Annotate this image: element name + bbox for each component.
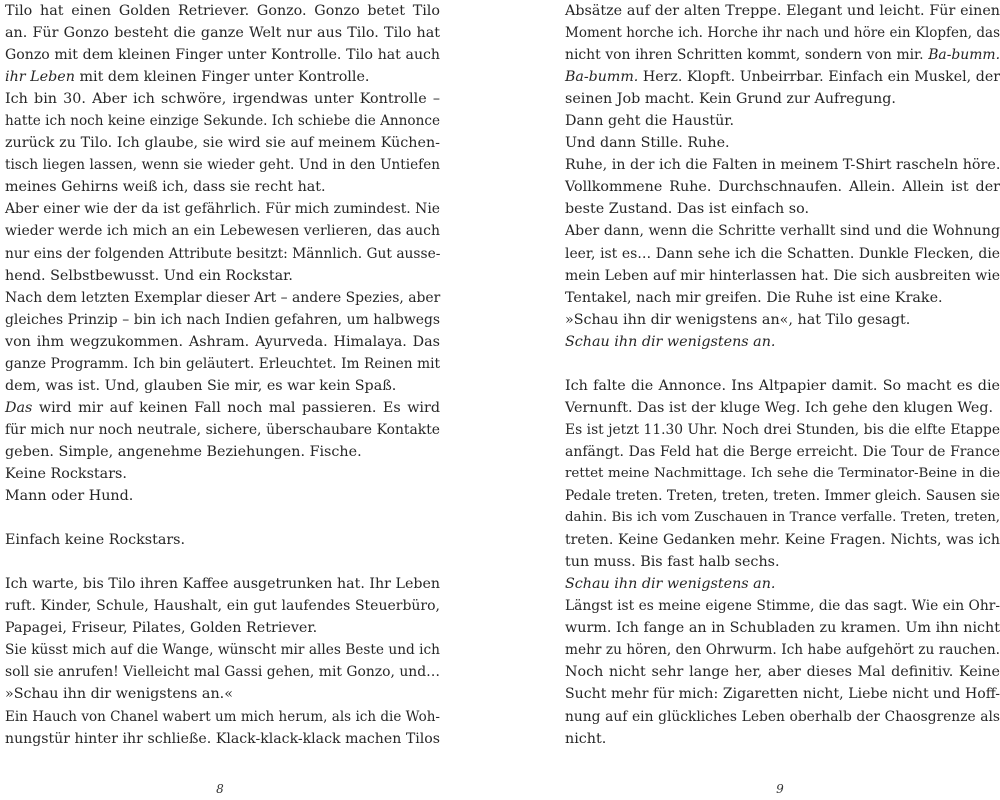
text-run: dahin. Bis ich vom Zuschauen in Trance verfalle. Treten, treten, [565, 510, 1000, 526]
text-line [5, 44, 440, 66]
text-line [5, 309, 440, 331]
italic-text: Das [5, 399, 33, 416]
page-text [5, 0, 440, 750]
text-run: nur eins der folgenden Attribute besitzt: Männlich. Gut ausse- [5, 245, 441, 262]
text-line [5, 287, 440, 309]
text-line [565, 595, 1000, 617]
text-line [565, 220, 1000, 242]
text-line [565, 728, 1000, 750]
text-run: Dann geht die Haustür. [565, 113, 735, 130]
text-line [5, 463, 440, 485]
page-number: 8 [216, 782, 224, 796]
text-run: Papagei, Friseur, Pilates, Golden Retriever. [5, 620, 318, 637]
text-line [5, 220, 440, 242]
text-run: treten. Keine Gedanken mehr. Keine Fragen. Nichts, was ich [565, 532, 1000, 549]
text-run: Sucht mehr für mich: Zigaretten nicht, Liebe nicht und Hoff- [565, 686, 1000, 703]
text-line [5, 110, 440, 132]
text-run: mit dem kleinen Finger unter Kontrolle. [74, 69, 370, 86]
text-line [5, 595, 440, 617]
text-line [565, 287, 1000, 309]
text-run: tun muss. Bis fast halb sechs. [565, 554, 780, 571]
text-run: Vernunft. Das ist der kluge Weg. Ich gehe den klugen Weg. [565, 399, 994, 416]
text-line [5, 154, 440, 176]
paragraph-gap [565, 353, 1000, 375]
text-run: Einfach keine Rockstars. [5, 532, 186, 549]
text-run: »Schau ihn dir wenigstens an«, hat Tilo gesagt. [565, 311, 911, 328]
text-line [565, 617, 1000, 639]
text-line [565, 397, 1000, 419]
text-run: wurm. Ich fange an in Schubladen zu kramen. Um ihn nicht [565, 620, 1000, 637]
text-run: Gonzo mit dem kleinen Finger unter Kontrolle. Tilo hat auch [5, 47, 440, 64]
text-run: hatte ich noch keine einzige Sekunde. Ich schiebe die Annonce [5, 113, 440, 130]
text-line [5, 198, 440, 220]
page-left [0, 0, 440, 800]
text-line [5, 0, 440, 22]
text-line [565, 639, 1000, 661]
text-line [565, 573, 1000, 595]
text-line [5, 176, 440, 198]
text-run: Aber dann, wenn die Schritte verhallt sind und die Wohnung [565, 223, 1000, 240]
text-run: Ich bin 30. Aber ich schwöre, irgendwas unter Kontrolle – [5, 91, 440, 108]
text-line [5, 728, 440, 750]
page-number: 9 [776, 782, 784, 796]
text-line [565, 463, 1000, 485]
text-line [565, 198, 1000, 220]
text-run: Aber einer wie der da ist gefährlich. Für mich zumindest. Nie [5, 201, 440, 218]
text-run: gleiches Prinzip – bin ich nach Indien gefahren, um halbwegs [5, 311, 440, 328]
text-run: ruft. Kinder, Schule, Haushalt, ein gut laufendes Steuerbüro, [5, 598, 440, 615]
text-line [5, 706, 440, 728]
text-run: Ich warte, bis Tilo ihren Kaffee ausgetrunken hat. Ihr Leben [5, 576, 440, 593]
text-run: Herz. Klopft. Unbeirrbar. Einfach ein Muskel, der [638, 69, 1000, 86]
text-line [5, 132, 440, 154]
text-line [565, 88, 1000, 110]
text-run: geben. Simple, angenehme Beziehungen. Fische. [5, 443, 362, 460]
text-run: Es ist jetzt 11.30 Uhr. Noch drei Stunden, bis die elfte Etappe [565, 421, 1000, 438]
text-line [565, 375, 1000, 397]
text-run: Tentakel, nach mir greifen. Die Ruhe ist eine Krake. [565, 289, 943, 306]
text-run: anfängt. Das Feld hat die Berge erreicht. Die Tour de France [565, 443, 1000, 460]
text-line [565, 0, 1000, 22]
text-run: Ein Hauch von Chanel wabert um mich herum, als ich die Woh- [5, 708, 440, 725]
text-run: Keine Rockstars. [5, 465, 127, 482]
paragraph-gap [5, 507, 440, 529]
text-line [5, 419, 440, 441]
italic-text: Ba-bumm. [928, 47, 1000, 64]
text-line [565, 441, 1000, 463]
text-run: nicht. [565, 730, 607, 747]
text-line [565, 66, 1000, 88]
text-line [5, 529, 440, 551]
text-run: Pedale treten. Treten, treten, treten. Immer gleich. Sausen sie [565, 488, 1000, 505]
text-line [565, 132, 1000, 154]
text-line [5, 66, 440, 88]
text-run: Ich falte die Annonce. Ins Altpapier damit. So macht es die [565, 377, 1000, 394]
text-run: Nach dem letzten Exemplar dieser Art – andere Spezies, aber [5, 289, 441, 306]
text-line [565, 485, 1000, 507]
text-line [565, 44, 1000, 66]
text-line [5, 683, 440, 705]
text-run: zurück zu Tilo. Ich glaube, sie wird sie auf meinem Küchen- [5, 135, 440, 152]
text-run: Moment horche ich. Horche ihr nach und höre ein Klopfen, das [565, 25, 1000, 42]
text-line [565, 706, 1000, 728]
text-line [5, 88, 440, 110]
paragraph-gap [5, 551, 440, 573]
text-line [565, 419, 1000, 441]
text-run: mein Leben auf mir hinterlassen hat. Die sich ausbreiten wie [565, 267, 1000, 284]
text-run: Mann oder Hund. [5, 488, 134, 505]
text-run: ganze Programm. Ich bin geläutert. Erleuchtet. Im Reinen mit [5, 355, 440, 372]
page-text [565, 0, 1000, 750]
text-line [5, 243, 440, 265]
text-run: Längst ist es meine eigene Stimme, die das sagt. Wie ein Ohr- [565, 598, 1000, 615]
text-line [565, 265, 1000, 287]
text-run: dem, was ist. Und, glauben Sie mir, es war kein Spaß. [5, 377, 397, 394]
text-line [565, 22, 1000, 44]
text-line [565, 331, 1000, 353]
text-run: beste Zustand. Das ist einfach so. [565, 201, 810, 218]
text-run: Und dann Stille. Ruhe. [565, 135, 730, 152]
text-run: von ihm wegzukommen. Ashram. Ayurveda. Himalaya. Das [5, 333, 440, 350]
text-line [565, 529, 1000, 551]
text-line [5, 22, 440, 44]
text-run: Sie küsst mich auf die Wange, wünscht mir alles Beste und ich [5, 642, 440, 659]
text-line [565, 661, 1000, 683]
italic-text: Ba-bumm. [565, 69, 639, 86]
text-run: Ruhe, in der ich die Falten in meinem T-Shirt rascheln höre. [565, 157, 1000, 174]
text-run: nungstür hinter ihr schließe. Klack-klack-klack machen Tilos [5, 730, 440, 747]
text-run: meines Gehirns weiß ich, dass sie recht hat. [5, 179, 326, 196]
text-run: seinen Job macht. Kein Grund zur Aufregung. [565, 91, 896, 108]
text-run: nicht von ihren Schritten kommt, sondern von mir. [565, 47, 929, 64]
italic-text: ihr Leben [5, 69, 75, 86]
text-run: Tilo hat einen Golden Retriever. Gonzo. Gonzo betet Tilo [5, 3, 440, 19]
text-line [565, 551, 1000, 573]
text-run: rettet meine Nachmittage. Ich sehe die Terminator-Beine in die [565, 465, 1000, 481]
text-run: wird mir auf keinen Fall noch mal passieren. Es wird [32, 399, 440, 416]
text-line [5, 441, 440, 463]
text-line [5, 397, 440, 419]
text-line [5, 353, 440, 375]
text-line [565, 176, 1000, 198]
text-run: leer, ist es… Dann sehe ich die Schatten. Dunkle Flecken, die [565, 245, 1000, 262]
text-run: soll sie anrufen! Vielleicht mal Gassi gehen, mit Gonzo, und… [5, 664, 440, 681]
text-line [565, 507, 1000, 529]
text-run: hend. Selbstbewusst. Und ein Rockstar. [5, 267, 293, 284]
text-line [5, 661, 440, 683]
text-line [5, 331, 440, 353]
page-right [560, 0, 1000, 800]
italic-text: Schau ihn dir wenigstens an. [565, 333, 776, 350]
text-run: nung auf ein glückliches Leben oberhalb der Chaosgrenze als [565, 708, 1000, 725]
text-line [565, 243, 1000, 265]
text-line [5, 485, 440, 507]
text-run: an. Für Gonzo besteht die ganze Welt nur aus Tilo. Tilo hat [5, 25, 440, 42]
text-run: für mich nur noch neutrale, sichere, überschaubare Kontakte [5, 421, 440, 438]
text-line [565, 110, 1000, 132]
text-line [5, 375, 440, 397]
text-line [5, 617, 440, 639]
text-line [5, 639, 440, 661]
text-run: »Schau ihn dir wenigstens an.« [5, 686, 233, 703]
text-line [5, 265, 440, 287]
text-line [5, 573, 440, 595]
text-run: Noch nicht sehr lange her, aber dieses Mal definitiv. Keine [565, 664, 1000, 681]
text-line [565, 154, 1000, 176]
text-run: mehr zu hören, den Ohrwurm. Ich habe aufgehört zu rauchen. [565, 642, 1000, 659]
text-run: Absätze auf der alten Treppe. Elegant und leicht. Für einen [565, 3, 1000, 19]
text-line [565, 309, 1000, 331]
italic-text: Schau ihn dir wenigstens an. [565, 576, 776, 593]
text-run: Vollkommene Ruhe. Durchschnaufen. Allein. Allein ist der [565, 179, 1000, 196]
text-run: tisch liegen lassen, wenn sie wieder geht. Und in den Untiefen [5, 157, 440, 174]
text-run: wieder werde ich mich an ein Lebewesen verlieren, das auch [5, 223, 440, 240]
text-line [565, 683, 1000, 705]
